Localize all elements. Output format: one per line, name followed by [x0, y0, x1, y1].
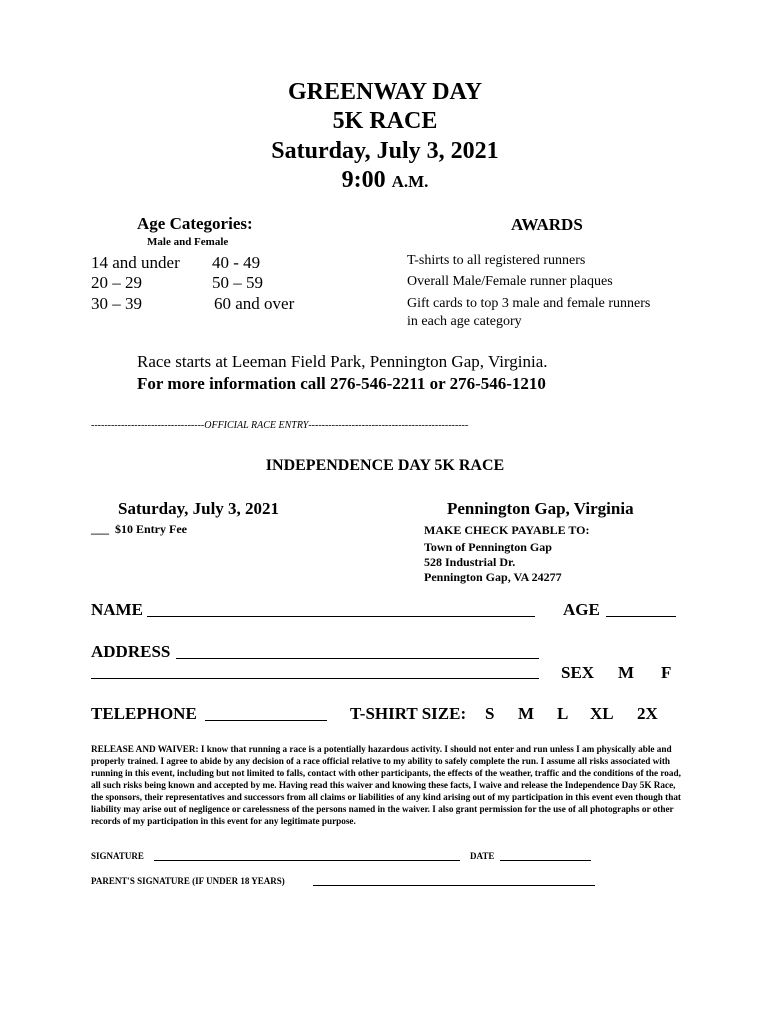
- age-categories-subheading: Male and Female: [147, 236, 229, 248]
- age-cat-2: 20 – 29: [91, 273, 142, 292]
- sex-option-m[interactable]: M: [618, 663, 635, 682]
- award-item-1: T-shirts to all registered runners: [407, 253, 586, 268]
- payable-line-2: 528 Industrial Dr.: [424, 555, 516, 569]
- award-item-3: Gift cards to top 3 male and female runners: [407, 296, 651, 311]
- telephone-field[interactable]: [205, 704, 327, 721]
- awards-heading: AWARDS: [511, 215, 583, 234]
- name-field[interactable]: [147, 600, 535, 617]
- telephone-label: TELEPHONE: [91, 704, 197, 723]
- tshirt-option-2x[interactable]: 2X: [637, 704, 658, 723]
- fee-blank: ___: [91, 522, 109, 536]
- time-suffix: A.M.: [391, 172, 429, 191]
- parent-signature-label: PARENT'S SIGNATURE (IF UNDER 18 YEARS): [91, 876, 285, 886]
- entry-location: Pennington Gap, Virginia: [447, 499, 634, 518]
- address-label: ADDRESS: [91, 642, 171, 661]
- payable-line-3: Pennington Gap, VA 24277: [424, 570, 562, 584]
- tshirt-option-xl[interactable]: XL: [590, 704, 614, 723]
- date-field[interactable]: [500, 851, 591, 861]
- address-field-2[interactable]: [91, 662, 539, 679]
- tshirt-option-l[interactable]: L: [557, 704, 569, 723]
- award-item-2: Overall Male/Female runner plaques: [407, 274, 613, 289]
- age-field[interactable]: [606, 600, 676, 617]
- date-label: DATE: [470, 851, 495, 861]
- entry-date: Saturday, July 3, 2021: [118, 499, 280, 518]
- age-categories-heading: Age Categories:: [137, 214, 253, 233]
- payable-heading: MAKE CHECK PAYABLE TO:: [424, 523, 590, 537]
- title-line-2: 5K RACE: [332, 108, 438, 134]
- tshirt-option-s[interactable]: S: [485, 704, 495, 723]
- fee-text: $10 Entry Fee: [115, 522, 187, 536]
- time-value: 9:00: [341, 167, 386, 193]
- age-cat-1: 14 and under: [91, 253, 180, 272]
- divider-left: ----------------------------------: [91, 420, 205, 431]
- sex-option-f[interactable]: F: [661, 663, 672, 682]
- payable-line-1: Town of Pennington Gap: [424, 540, 552, 554]
- title-time: [0, 166, 770, 196]
- award-item-4: in each age category: [407, 314, 522, 329]
- race-contact: For more information call 276-546-2211 or 276-546-1210: [137, 374, 546, 393]
- official-entry-divider: [91, 420, 681, 431]
- age-cat-5: 50 – 59: [212, 273, 263, 292]
- release-waiver-text: RELEASE AND WAIVER: I know that running a race is a potentially hazardous activity. I should not enter and run unless I am physically able and properly trained. I agree to abide by any decision of a race official relative to my ability to safely complete the run. I assume all risks associated with running in this event, including but not limited to falls, contact with other participants, the effects of the weather, traffic and the conditions of the road, all such risks being known and accepted by me. Having read this waiver and knowing these facts, I waive and release the Independence Day 5K Race, the sponsors, their representatives and successors from all claims or liabilities of any kind arising out of my participation in this event even though that liability may arise out of negligence or carelessness of the persons named in the waiver. I also grant permission for the use of all photographs or other records of my participation in this event for any legitimate purpose.: [91, 744, 681, 826]
- address-field-1[interactable]: [176, 642, 539, 659]
- title-line-1: GREENWAY DAY: [287, 79, 483, 105]
- signature-label: SIGNATURE: [91, 851, 144, 861]
- race-location: Race starts at Leeman Field Park, Pennington Gap, Virginia.: [137, 352, 548, 371]
- divider-right: ------------------------------------------------: [308, 420, 469, 431]
- age-cat-3: 30 – 39: [91, 294, 142, 313]
- title-date: Saturday, July 3, 2021: [271, 138, 499, 164]
- age-cat-4: 40 - 49: [212, 253, 261, 272]
- entry-title: INDEPENDENCE DAY 5K RACE: [265, 457, 505, 474]
- signature-field[interactable]: [154, 851, 460, 861]
- name-label: NAME: [91, 600, 143, 619]
- tshirt-option-m[interactable]: M: [518, 704, 535, 723]
- divider-label: OFFICIAL RACE ENTRY: [204, 420, 309, 431]
- entry-fee: [91, 522, 187, 537]
- age-label: AGE: [563, 600, 600, 619]
- tshirt-label: T-SHIRT SIZE:: [350, 704, 467, 723]
- parent-signature-field[interactable]: [313, 876, 595, 886]
- age-cat-6: 60 and over: [214, 294, 295, 313]
- sex-label: SEX: [561, 663, 595, 682]
